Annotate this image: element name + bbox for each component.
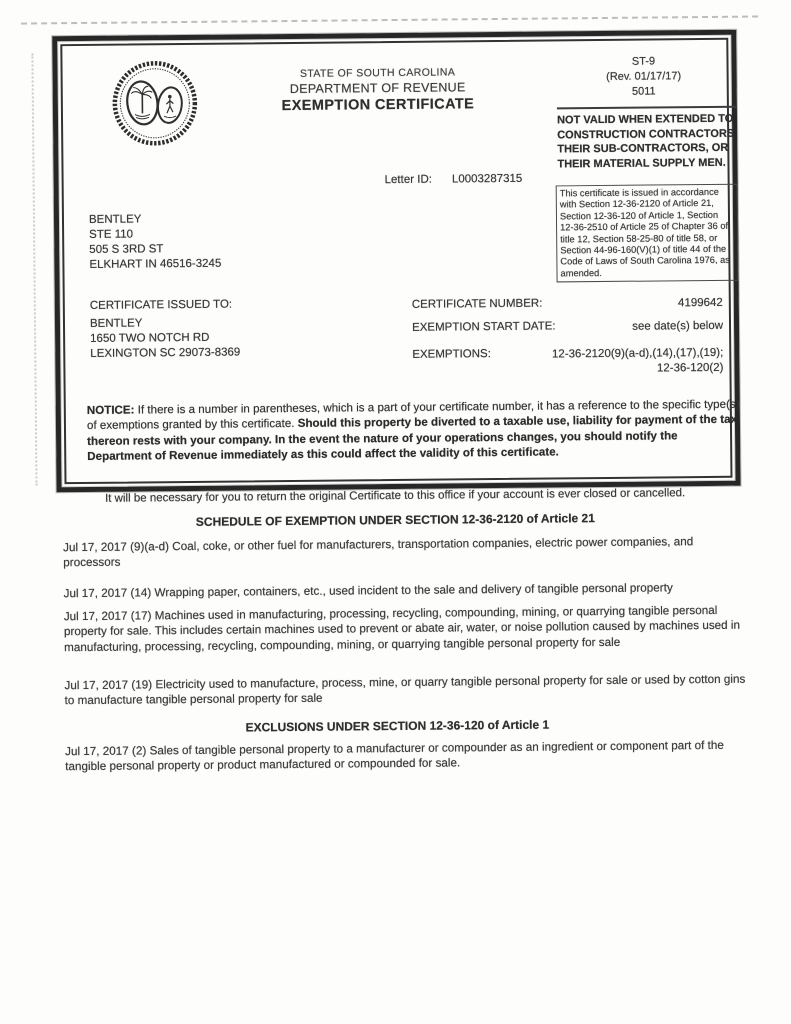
agency-line-1: STATE OF SOUTH CAROLINA: [299, 66, 456, 80]
schedule-item: Jul 17, 2017 (14) Wrapping paper, containers, etc., used incident to the sale and delivery of tangible personal property: [63, 581, 673, 601]
exemptions-value: [552, 346, 724, 377]
scan-artifact-line: [31, 53, 37, 485]
document-header: [231, 66, 525, 115]
exclusion-item: Jul 17, 2017 (2) Sales of tangible personal property to a manufacturer or compounder as an ingredient or component part of the tangible personal property or product manufactured or compounded for sale.: [65, 738, 724, 774]
return-instruction: It will be necessary for you to return the original Certificate to this office if your account is ever closed or cancelled.: [105, 487, 686, 505]
schedule-item: Jul 17, 2017 (19) Electricity used to manufacture, process, mine, or quarry tangible personal property for sale or used by cotton gins to manufacture tangible personal property for sale: [64, 672, 746, 708]
schedule-heading: SCHEDULE OF EXEMPTION UNDER SECTION 12-36-2120 of Article 21: [195, 511, 595, 529]
issued-to-line: BENTLEY: [89, 317, 143, 330]
exemption-start-date-value: see date(s) below: [632, 319, 724, 333]
issued-to-label: CERTIFICATE ISSUED TO:: [89, 298, 233, 312]
recipient-line: STE 110: [89, 228, 134, 241]
certificate-number-row: [412, 296, 723, 313]
issued-to-line: 1650 TWO NOTCH RD: [90, 331, 210, 345]
certificate-frame: [52, 30, 740, 493]
letter-id-value: L0003287315: [451, 172, 523, 186]
form-number: ST-9: [631, 55, 656, 68]
letter-id-label: Letter ID:: [384, 173, 432, 187]
exemptions-line-1: 12-36-2120(9)(a-d),(14),(17),(19);: [551, 346, 724, 361]
exclusions-heading: EXCLUSIONS UNDER SECTION 12-36-120 of Article 1: [245, 717, 550, 735]
form-code: 5011: [631, 85, 656, 98]
exemptions-row: [412, 346, 723, 378]
schedule-item: Jul 17, 2017 (9)(a-d) Coal, coke, or other fuel for manufacturers, transportation companies, electric power companies, and processors: [63, 535, 694, 570]
scan-artifact-line: [21, 15, 758, 24]
page-title: EXEMPTION CERTIFICATE: [281, 96, 475, 115]
form-revision: (Rev. 01/17/17): [606, 70, 682, 83]
south-carolina-state-seal-icon: [111, 60, 198, 147]
recipient-line: 505 S 3RD ST: [89, 243, 164, 256]
exemptions-label: EXEMPTIONS:: [412, 348, 491, 361]
issuance-note-box: This certificate is issued in accordance with Section 12-36-2120 of Article 21, Section 12-36-120 of Article 1, Section 12-36-2510 of Article 25 of Chapter 36 of title 12, Section 58-25-80 of title 58, or Section 44-96-160(V)(1) of title 44 of the Code of Laws of South Carolina 1976, as amended.: [556, 184, 739, 283]
form-number-block: [554, 54, 732, 101]
agency-line-2: DEPARTMENT OF REVENUE: [289, 80, 466, 96]
exemption-start-date-label: EXEMPTION START DATE:: [411, 320, 556, 334]
notice-plain-text: If there is a number in parentheses, which is a part of your certificate number, it has a reference to the specific type(s) of exemptions granted by this certificate.: [86, 397, 740, 433]
notice-bold-text: Should this property be diverted to a taxable use, liability for payment of the tax thereon rests with your company. In the event the nature of your operations changes, you should notify the Department of Revenue immediately as this could affect the validity of this certificate.: [87, 413, 738, 464]
letter-id-row: [385, 173, 523, 186]
exemption-start-date-row: [412, 319, 723, 336]
issued-to-line: LEXINGTON SC 29073-8369: [90, 346, 241, 360]
recipient-address-block: [89, 212, 221, 273]
schedule-item: Jul 17, 2017 (17) Machines used in manufacturing, processing, recycling, compounding, mining, or quarrying tangible personal property for sale. This includes certain machines used to prevent or abate air, water, or noise pollution caused by machines used in manufacturing, processing, recycling, compounding, mining, or quarrying tangible personal property for sale: [63, 603, 741, 654]
recipient-line: ELKHART IN 46516-3245: [89, 257, 222, 271]
notice-paragraph: [87, 397, 742, 465]
exemptions-line-2: 12-36-120(2): [656, 361, 724, 374]
certificate-number-label: CERTIFICATE NUMBER:: [411, 297, 543, 311]
recipient-line: BENTLEY: [88, 213, 142, 226]
certificate-number-value: 4199642: [677, 296, 723, 310]
not-valid-warning: NOT VALID WHEN EXTENDED TO CONSTRUCTION CONTRACTORS THEIR SUB-CONTRACTORS, OR THEIR MATERIAL SUPPLY MEN.: [557, 106, 738, 172]
issued-to-block: [90, 297, 241, 361]
notice-label: NOTICE:: [86, 403, 135, 417]
